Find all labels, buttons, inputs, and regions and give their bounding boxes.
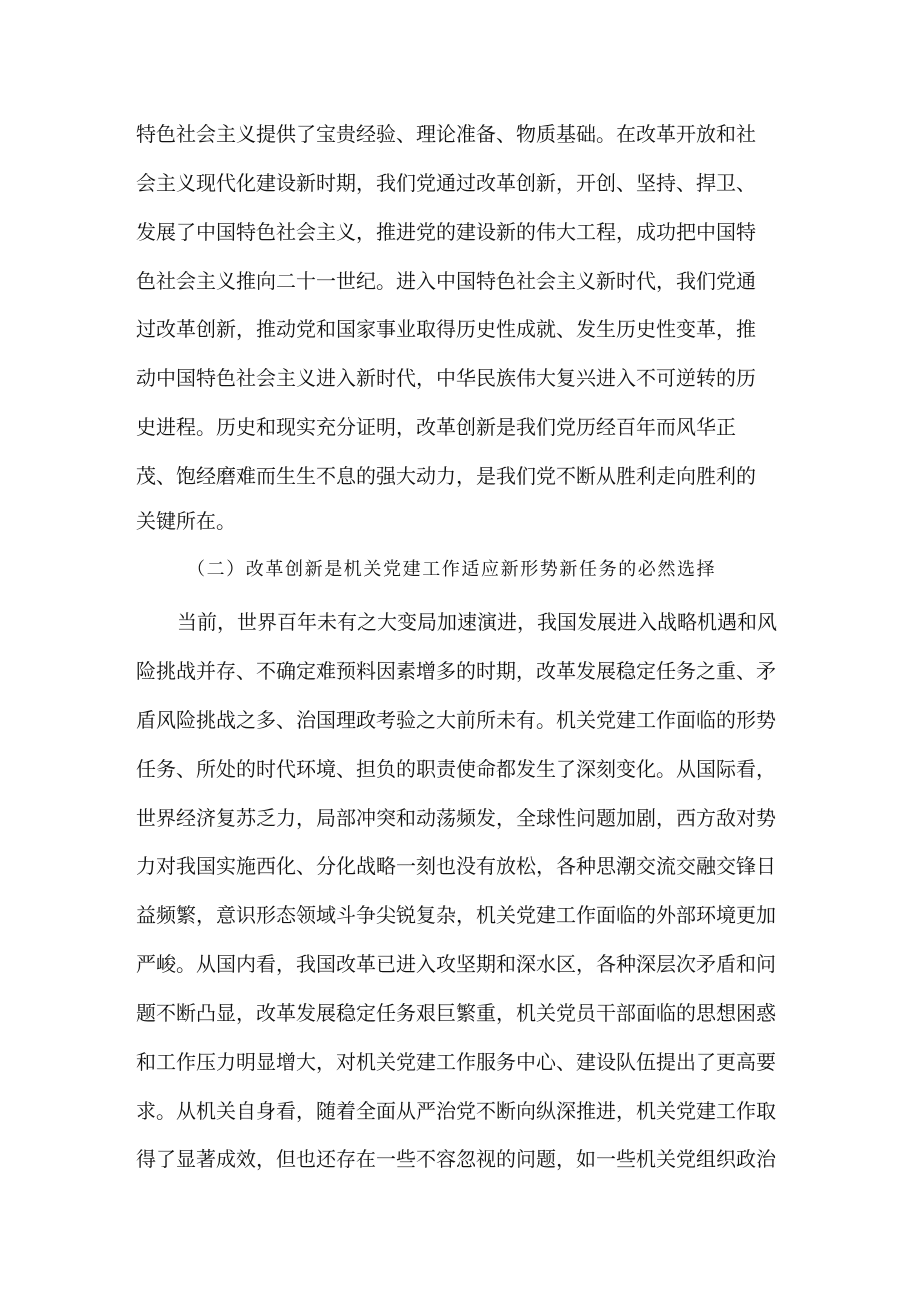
paragraph-2-line-2: 险挑战并存、不确定难预料因素增多的时期，改革发展稳定任务之重、矛 [136, 659, 776, 683]
paragraph-2-line-1: 当前，世界百年未有之大变局加速演进，我国发展进入战略机遇和风 [177, 610, 777, 634]
paragraph-1-line-7: 史进程。历史和现实充分证明，改革创新是我们党历经百年而风华正 [136, 415, 736, 439]
paragraph-1-line-1: 特色社会主义提供了宝贵经验、理论准备、物质基础。在改革开放和社 [136, 122, 756, 146]
paragraph-2-line-5: 世界经济复苏乏力，局部冲突和动荡频发，全球性问题加剧，西方敌对势 [136, 806, 776, 830]
paragraph-2-line-10: 和工作压力明显增大，对机关党建工作服务中心、建设队伍提出了更高要 [136, 1050, 776, 1074]
paragraph-1-line-9: 关键所在。 [136, 509, 236, 533]
paragraph-2-line-9: 题不断凸显，改革发展稳定任务艰巨繁重，机关党员干部面临的思想困惑 [136, 1001, 776, 1025]
paragraph-1-line-3: 发展了中国特色社会主义，推进党的建设新的伟大工程，成功把中国特 [136, 220, 756, 244]
paragraph-2-line-6: 力对我国实施西化、分化战略一刻也没有放松，各种思潮交流交融交锋日 [136, 854, 776, 878]
paragraph-2-line-7: 益频繁，意识形态领域斗争尖锐复杂，机关党建工作面临的外部环境更加 [136, 903, 776, 927]
paragraph-1-line-8: 茂、饱经磨难而生生不息的强大动力，是我们党不断从胜利走向胜利的 [136, 464, 756, 488]
paragraph-1-line-2: 会主义现代化建设新时期，我们党通过改革创新，开创、坚持、捍卫、 [136, 171, 756, 195]
paragraph-2-line-12: 得了显著成效，但也还存在一些不容忽视的问题，如一些机关党组织政治 [136, 1147, 776, 1171]
paragraph-2-line-4: 任务、所处的时代环境、担负的职责使命都发生了深刻变化。从国际看， [136, 757, 776, 781]
section-heading: （二）改革创新是机关党建工作适应新形势新任务的必然选择 [187, 559, 717, 580]
paragraph-1-line-5: 过改革创新，推动党和国家事业取得历史性成就、发生历史性变革，推 [136, 317, 756, 341]
paragraph-2-line-3: 盾风险挑战之多、治国理政考验之大前所未有。机关党建工作面临的形势 [136, 708, 776, 732]
paragraph-1-line-6: 动中国特色社会主义进入新时代，中华民族伟大复兴进入不可逆转的历 [136, 366, 756, 390]
paragraph-2-line-8: 严峻。从国内看，我国改革已进入攻坚期和深水区，各种深层次矛盾和问 [136, 952, 776, 976]
paragraph-1-line-4: 色社会主义推向二十一世纪。进入中国特色社会主义新时代，我们党通 [136, 269, 756, 293]
paragraph-2-line-11: 求。从机关自身看，随着全面从严治党不断向纵深推进，机关党建工作取 [136, 1099, 776, 1123]
